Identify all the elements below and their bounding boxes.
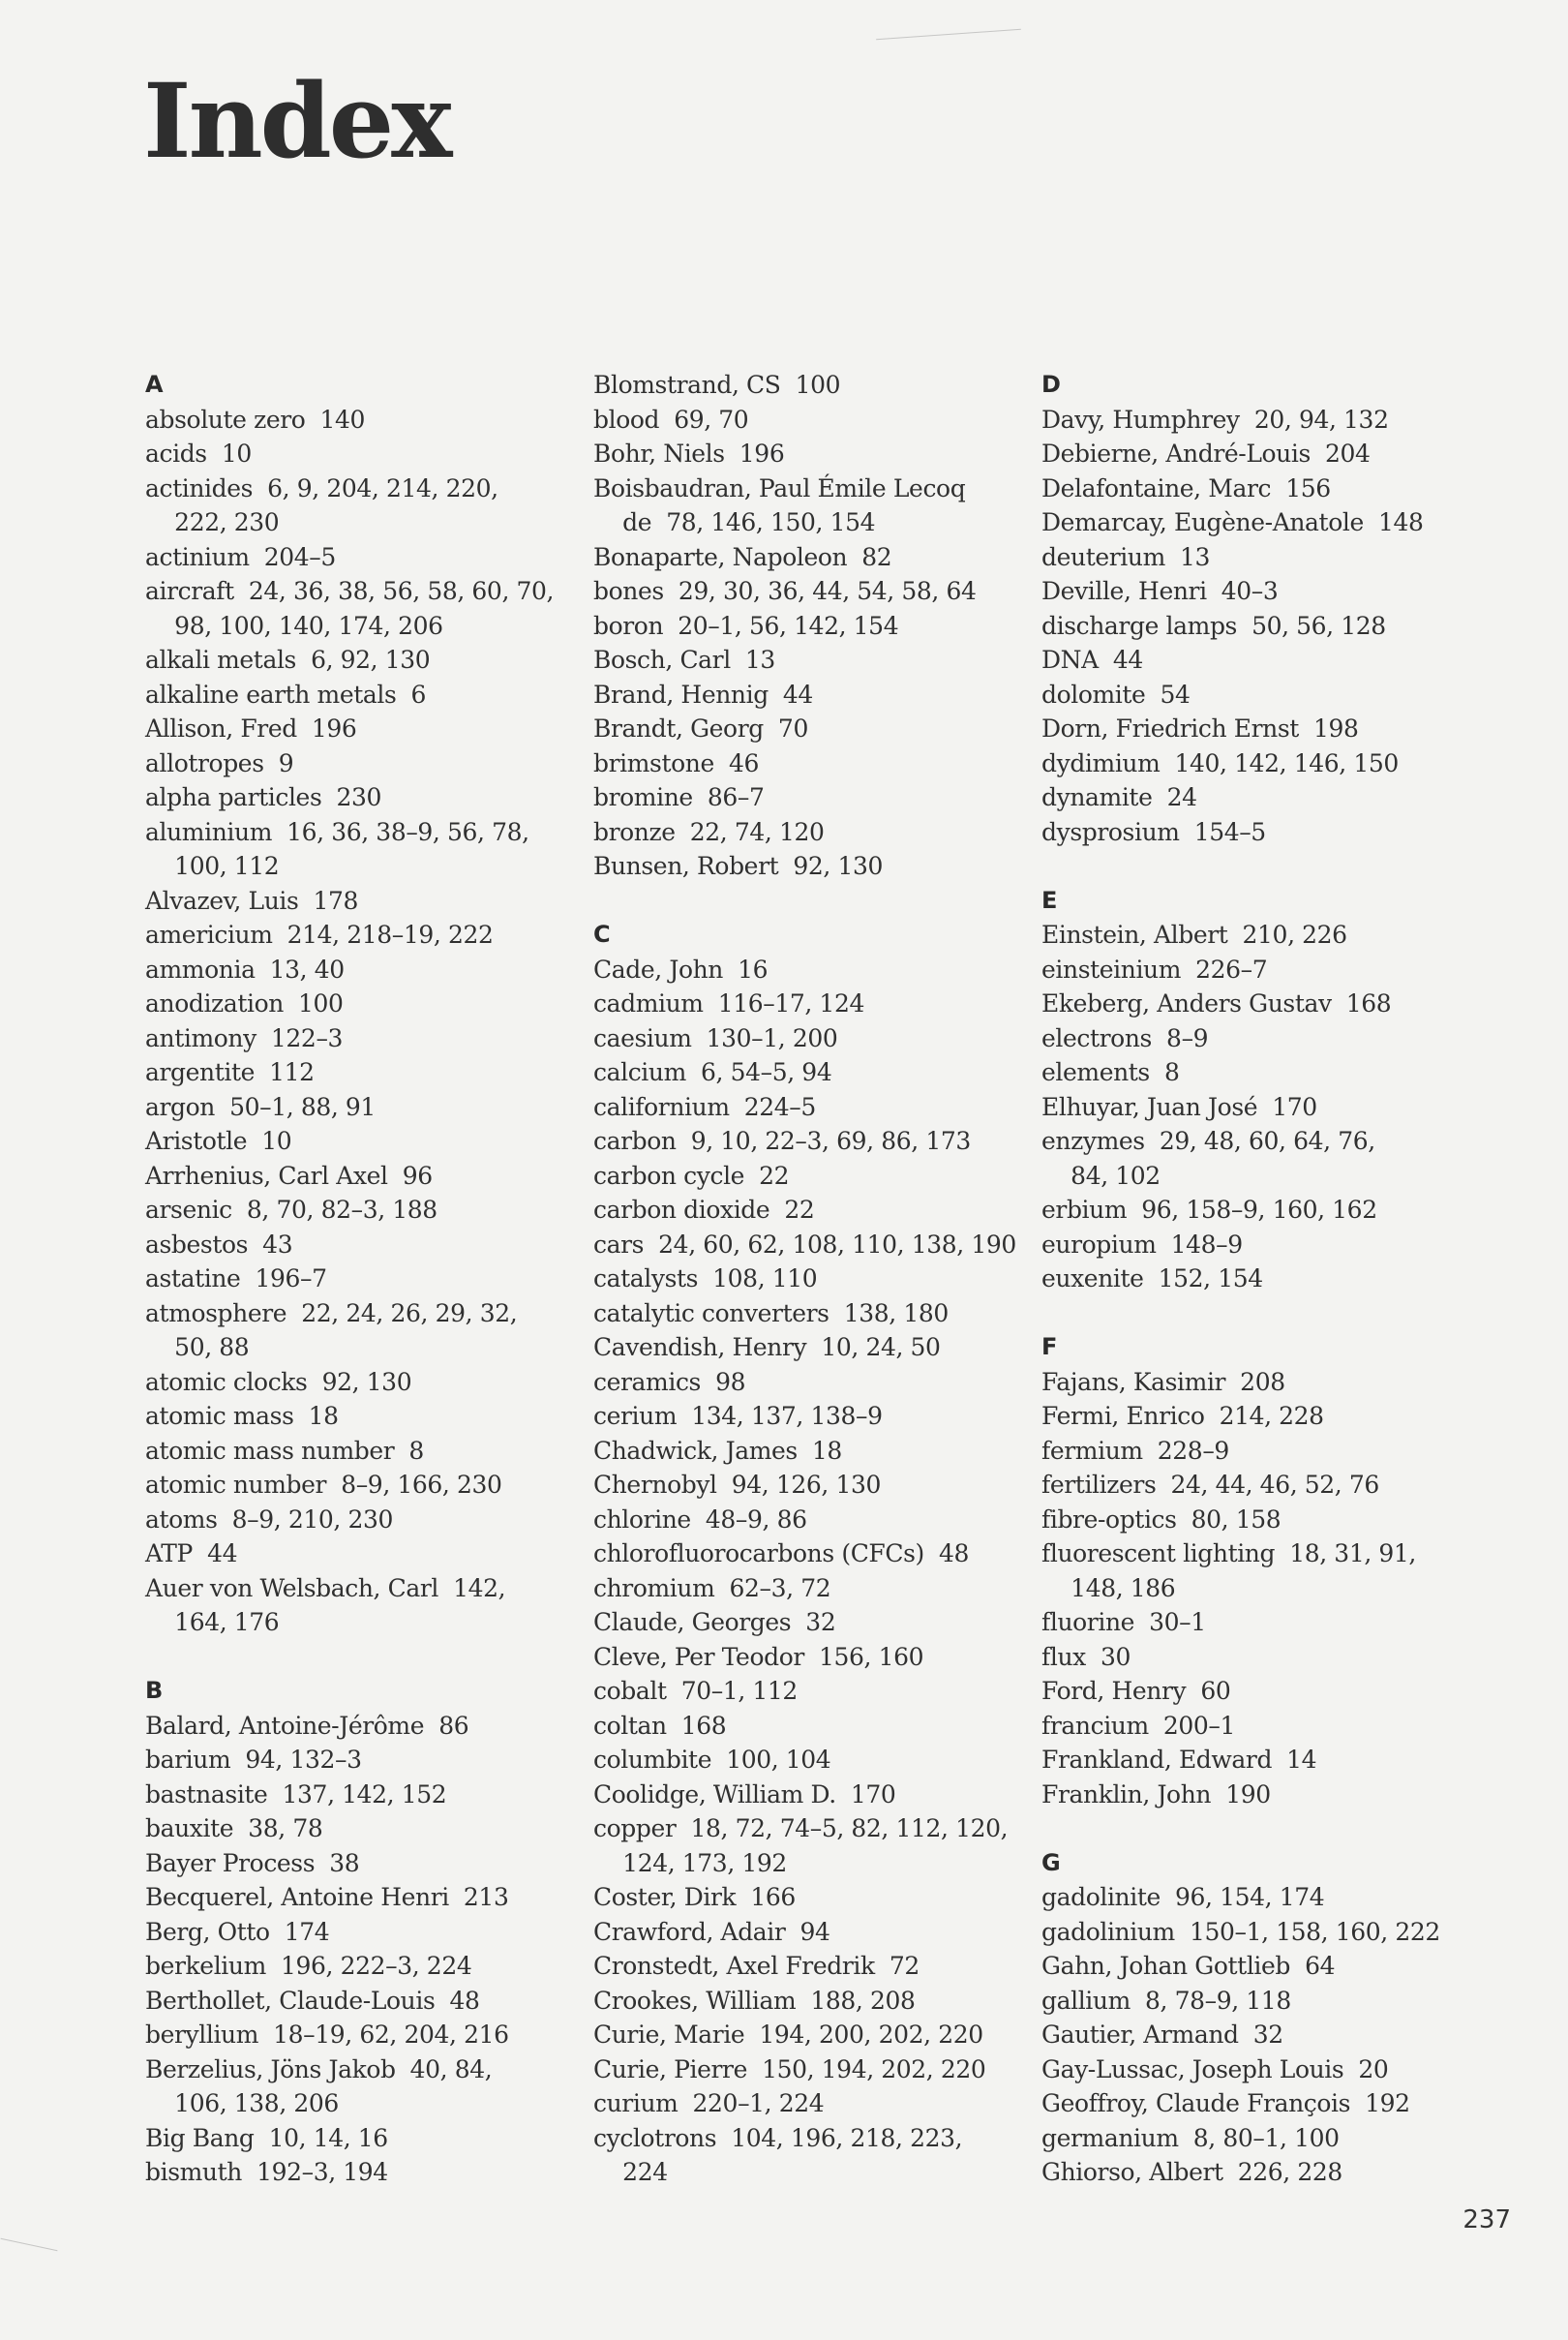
index-entry: Big Bang 10, 14, 16 [145, 2123, 388, 2152]
index-entry: bronze 22, 74, 120 [593, 817, 825, 846]
index-section [593, 368, 1029, 884]
index-entry: bromine 86–7 [593, 783, 765, 811]
index-entry: berkelium 196, 222–3, 224 [145, 1952, 472, 1980]
index-entry: Claude, Georges 32 [593, 1608, 836, 1636]
index-entry: Fermi, Enrico 214, 228 [1041, 1402, 1324, 1430]
index-entry: ceramics 98 [593, 1367, 746, 1396]
index-entry: acids 10 [145, 440, 252, 468]
index-entry: alpha particles 230 [145, 783, 381, 811]
index-entry: cerium 134, 137, 138–9 [593, 1402, 883, 1430]
index-entry: Gautier, Armand 32 [1041, 2021, 1283, 2049]
index-entry: atomic number 8–9, 166, 230 [145, 1471, 502, 1499]
pencil-mark-left [1, 2238, 58, 2251]
page-title: Index [143, 60, 450, 181]
section-letter: F [1041, 1333, 1058, 1360]
index-section [145, 1674, 581, 2190]
index-entry: Blomstrand, CS 100 [593, 371, 841, 399]
index-entry: Cleve, Per Teodor 156, 160 [593, 1642, 924, 1671]
index-entry: absolute zero 140 [145, 405, 366, 434]
index-entry: catalysts 108, 110 [593, 1264, 818, 1292]
index-entry: blood 69, 70 [593, 405, 749, 434]
index-entry: carbon cycle 22 [593, 1161, 790, 1190]
index-entry: Deville, Henri 40–3 [1041, 577, 1279, 605]
index-entry: Balard, Antoine-Jérôme 86 [145, 1711, 469, 1740]
index-entry: Davy, Humphrey 20, 94, 132 [1041, 405, 1389, 434]
index-entry: germanium 8, 80–1, 100 [1041, 2123, 1340, 2152]
index-entry: Dorn, Friedrich Ernst 198 [1041, 714, 1359, 743]
index-entry: dydimium 140, 142, 146, 150 [1041, 748, 1399, 777]
index-entry: Arrhenius, Carl Axel 96 [145, 1161, 433, 1190]
index-entry: 98, 100, 140, 174, 206 [145, 611, 443, 640]
index-section [1041, 1846, 1477, 2190]
index-entry: bismuth 192–3, 194 [145, 2158, 388, 2186]
section-letter: C [593, 921, 611, 948]
index-entry: barium 94, 132–3 [145, 1746, 362, 1774]
index-entry: allotropes 9 [145, 748, 294, 777]
index-entry: Coolidge, William D. 170 [593, 1779, 896, 1808]
index-entry: gadolinite 96, 154, 174 [1041, 1883, 1325, 1911]
index-entry: chlorine 48–9, 86 [593, 1504, 807, 1534]
index-column-2 [593, 368, 1029, 2224]
index-entry: Fajans, Kasimir 208 [1041, 1367, 1285, 1396]
index-entry: argon 50–1, 88, 91 [145, 1092, 376, 1121]
index-entry: Frankland, Edward 14 [1041, 1746, 1317, 1774]
index-entry: 148, 186 [1041, 1573, 1176, 1602]
index-entry: atomic mass 18 [145, 1402, 339, 1430]
index-entry: Ghiorso, Albert 226, 228 [1041, 2158, 1342, 2186]
index-entry: Curie, Pierre 150, 194, 202, 220 [593, 2054, 986, 2083]
index-entry: carbon dioxide 22 [593, 1196, 815, 1224]
index-entry: Berg, Otto 174 [145, 1917, 330, 1946]
index-entry: copper 18, 72, 74–5, 82, 112, 120, [593, 1814, 1009, 1842]
index-entry: antimony 122–3 [145, 1023, 344, 1052]
index-entry: arsenic 8, 70, 82–3, 188 [145, 1196, 437, 1224]
index-entry: 100, 112 [145, 852, 280, 880]
index-entry: Berthollet, Claude-Louis 48 [145, 1986, 480, 2015]
index-entry: californium 224–5 [593, 1092, 816, 1121]
index-entry: 84, 102 [1041, 1161, 1161, 1190]
index-entry: dolomite 54 [1041, 680, 1191, 709]
index-entry: Brandt, Georg 70 [593, 714, 808, 743]
index-entry: euxenite 152, 154 [1041, 1264, 1263, 1292]
index-entry: 164, 176 [145, 1608, 280, 1636]
index-entry: erbium 96, 158–9, 160, 162 [1041, 1196, 1377, 1224]
index-entry: deuterium 13 [1041, 542, 1210, 571]
section-letter: A [145, 371, 164, 398]
index-entry: DNA 44 [1041, 646, 1143, 674]
index-entry: Brand, Hennig 44 [593, 680, 813, 709]
index-entry: de 78, 146, 150, 154 [593, 508, 876, 536]
index-section [145, 368, 581, 1640]
index-entry: 222, 230 [145, 508, 280, 536]
index-entry: atomic clocks 92, 130 [145, 1367, 412, 1396]
index-entry: Franklin, John 190 [1041, 1779, 1271, 1808]
index-entry: alkaline earth metals 6 [145, 680, 427, 709]
index-entry: einsteinium 226–7 [1041, 955, 1268, 984]
index-entry: Aristotle 10 [145, 1127, 292, 1155]
index-entry: electrons 8–9 [1041, 1023, 1209, 1052]
index-entry: cadmium 116–17, 124 [593, 989, 864, 1018]
index-entry: atmosphere 22, 24, 26, 29, 32, [145, 1298, 518, 1327]
index-entry: dysprosium 154–5 [1041, 817, 1266, 846]
index-entry: fluorescent lighting 18, 31, 91, [1041, 1539, 1416, 1567]
index-entry: Einstein, Albert 210, 226 [1041, 921, 1347, 949]
index-entry: fertilizers 24, 44, 46, 52, 76 [1041, 1471, 1379, 1499]
index-entry: Cronstedt, Axel Fredrik 72 [593, 1952, 920, 1980]
index-entry: francium 200–1 [1041, 1711, 1236, 1740]
index-entry: cars 24, 60, 62, 108, 110, 138, 190 [593, 1230, 1016, 1259]
index-column-1 [145, 368, 581, 2224]
index-entry: Bosch, Carl 13 [593, 646, 775, 674]
index-entry: Curie, Marie 194, 200, 202, 220 [593, 2021, 983, 2049]
index-entry: catalytic converters 138, 180 [593, 1298, 949, 1327]
index-entry: Gahn, Johan Gottlieb 64 [1041, 1952, 1336, 1980]
index-entry: cyclotrons 104, 196, 218, 223, [593, 2123, 963, 2152]
index-entry: Bayer Process 38 [145, 1848, 360, 1877]
index-entry: bauxite 38, 78 [145, 1814, 323, 1842]
index-entry: Ford, Henry 60 [1041, 1677, 1231, 1705]
index-section [593, 918, 1029, 2190]
index-entry: Berzelius, Jöns Jakob 40, 84, [145, 2054, 493, 2083]
index-entry: chromium 62–3, 72 [593, 1573, 831, 1602]
index-section [1041, 368, 1477, 849]
index-entry: Boisbaudran, Paul Émile Lecoq [593, 473, 966, 502]
index-entry: alkali metals 6, 92, 130 [145, 646, 431, 674]
index-entry: chlorofluorocarbons (CFCs) 48 [593, 1539, 969, 1567]
index-entry: Chadwick, James 18 [593, 1436, 842, 1465]
index-entry: Allison, Fred 196 [145, 714, 357, 743]
index-entry: Becquerel, Antoine Henri 213 [145, 1883, 509, 1911]
index-entry: Bohr, Niels 196 [593, 440, 785, 468]
section-letter: D [1041, 371, 1061, 398]
index-entry: Ekeberg, Anders Gustav 168 [1041, 989, 1392, 1018]
index-entry: actinides 6, 9, 204, 214, 220, [145, 473, 498, 502]
index-entry: americium 214, 218–19, 222 [145, 921, 494, 949]
index-entry: gallium 8, 78–9, 118 [1041, 1986, 1291, 2015]
index-entry: 224 [593, 2158, 668, 2186]
index-entry: Bunsen, Robert 92, 130 [593, 852, 883, 880]
index-entry: columbite 100, 104 [593, 1746, 831, 1774]
section-letter: G [1041, 1848, 1061, 1876]
index-entry: aluminium 16, 36, 38–9, 56, 78, [145, 817, 529, 846]
index-entry: carbon 9, 10, 22–3, 69, 86, 173 [593, 1127, 971, 1155]
index-entry: Elhuyar, Juan José 170 [1041, 1092, 1317, 1121]
index-entry: Delafontaine, Marc 156 [1041, 473, 1331, 502]
index-entry: curium 220–1, 224 [593, 2089, 825, 2117]
index-entry: 106, 138, 206 [145, 2089, 339, 2117]
index-entry: aircraft 24, 36, 38, 56, 58, 60, 70, [145, 577, 555, 605]
index-entry: fermium 228–9 [1041, 1436, 1229, 1465]
index-entry: argentite 112 [145, 1058, 315, 1086]
index-entry: 50, 88 [145, 1333, 250, 1361]
index-entry: Crawford, Adair 94 [593, 1917, 830, 1946]
index-entry: 124, 173, 192 [593, 1848, 787, 1877]
index-entry: asbestos 43 [145, 1230, 293, 1259]
page-number: 237 [1462, 2205, 1511, 2234]
index-entry: beryllium 18–19, 62, 204, 216 [145, 2021, 509, 2049]
index-column-3 [1041, 368, 1477, 2224]
index-entry: bones 29, 30, 36, 44, 54, 58, 64 [593, 577, 977, 605]
index-entry: brimstone 46 [593, 748, 759, 777]
index-entry: Debierne, André-Louis 204 [1041, 440, 1371, 468]
index-section [1041, 884, 1477, 1296]
section-letter: B [145, 1677, 164, 1704]
index-entry: enzymes 29, 48, 60, 64, 76, [1041, 1127, 1375, 1155]
index-section [1041, 1330, 1477, 1811]
index-entry: caesium 130–1, 200 [593, 1023, 838, 1052]
index-entry: calcium 6, 54–5, 94 [593, 1058, 832, 1086]
index-entry: Demarcay, Eugène-Anatole 148 [1041, 508, 1424, 536]
index-entry: Crookes, William 188, 208 [593, 1986, 916, 2015]
index-entry: actinium 204–5 [145, 542, 336, 571]
index-entry: ATP 44 [145, 1539, 238, 1567]
index-entry: Chernobyl 94, 126, 130 [593, 1471, 881, 1499]
index-entry: Geoffroy, Claude François 192 [1041, 2089, 1410, 2117]
index-entry: anodization 100 [145, 989, 344, 1018]
index-entry: gadolinium 150–1, 158, 160, 222 [1041, 1917, 1440, 1946]
index-entry: Gay-Lussac, Joseph Louis 20 [1041, 2054, 1389, 2083]
index-entry: discharge lamps 50, 56, 128 [1041, 611, 1386, 640]
index-entry: flux 30 [1041, 1642, 1131, 1671]
index-entry: Auer von Welsbach, Carl 142, [145, 1573, 506, 1602]
index-entry: fibre-optics 80, 158 [1041, 1504, 1282, 1534]
index-entry: Cavendish, Henry 10, 24, 50 [593, 1333, 941, 1361]
index-entry: bastnasite 137, 142, 152 [145, 1779, 447, 1808]
index-entry: Coster, Dirk 166 [593, 1883, 796, 1911]
index-entry: astatine 196–7 [145, 1264, 327, 1292]
index-entry: coltan 168 [593, 1711, 727, 1740]
index-entry: Cade, John 16 [593, 955, 769, 984]
index-entry: boron 20–1, 56, 142, 154 [593, 611, 899, 640]
index-entry: europium 148–9 [1041, 1230, 1243, 1259]
index-entry: dynamite 24 [1041, 783, 1197, 811]
index-entry: Alvazev, Luis 178 [145, 886, 359, 915]
pencil-mark-top [876, 29, 1021, 40]
index-entry: atomic mass number 8 [145, 1436, 424, 1465]
index-entry: fluorine 30–1 [1041, 1608, 1206, 1636]
section-letter: E [1041, 886, 1058, 914]
index-entry: cobalt 70–1, 112 [593, 1677, 798, 1705]
index-entry: ammonia 13, 40 [145, 955, 345, 984]
index-entry: Bonaparte, Napoleon 82 [593, 542, 892, 571]
index-entry: elements 8 [1041, 1058, 1180, 1086]
index-entry: atoms 8–9, 210, 230 [145, 1504, 393, 1534]
